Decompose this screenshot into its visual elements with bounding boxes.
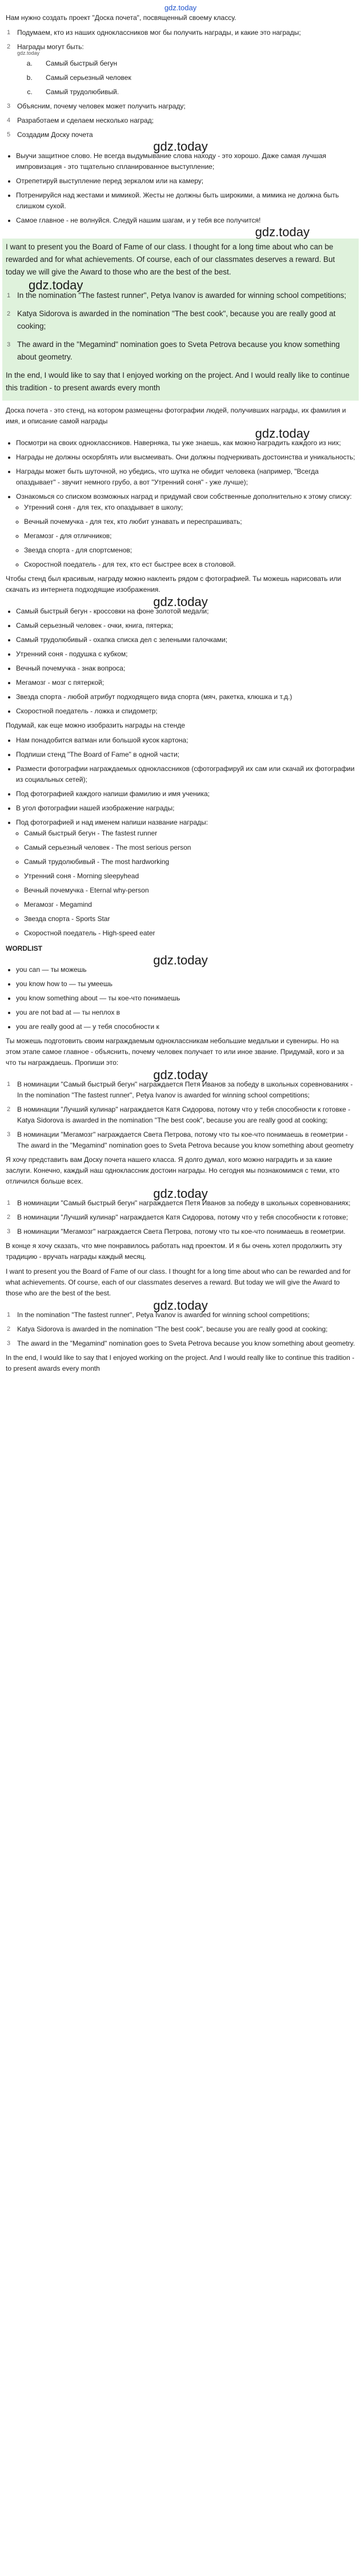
picture-item: • Вечный почемучка - знак вопроса; bbox=[16, 663, 355, 674]
final-en-list bbox=[6, 1310, 355, 1349]
speech-prep-item: 3 В номинации "Мегамозг" награждается Света Петрова, потому что ты кое-что понимаешь в геометрии - The award in the "Megamind" nomination goes to Sveta Petrova because you know something about geometry bbox=[7, 1130, 354, 1149]
stand-step-item: • Подпиши стенд "The Board of Fame" в одной части; bbox=[16, 749, 355, 760]
board-description: Доска почета - это стенд, на котором размещены фотографии людей, получивших награды, их фамилия и имя, и описание самой награды bbox=[6, 406, 346, 425]
board-tip-item: • Награды может быть шуточной, но убедись, что шутка не обидит человека (например, "Всегда опаздывает" - звучит немного грубо, а вот "Утренний соня" - уже лучше); bbox=[16, 466, 355, 488]
final-ru-item: 3 В номинации "Мегамозг" награждается Света Петрова, потому что ты кое-что понимаешь в геометрии. bbox=[7, 1228, 346, 1235]
possible-award-item: ◦ Скоростной поедатель - для тех, кто ест быстрее всех в столовой. bbox=[24, 559, 355, 570]
watermark: gdz.today bbox=[153, 953, 208, 967]
final-ru-item: 1 В номинации "Самый быстрый бегун" награждается Петя Иванов за победу в школьных соревнованиях; bbox=[7, 1199, 351, 1207]
final-en-item: 2 Katya Sidorova is awarded in the nomination "The best cook", because you are really good at cooking; bbox=[7, 1325, 328, 1333]
picture-item: • Скоростной поедатель - ложка и спидометр; bbox=[16, 706, 355, 717]
wordlist bbox=[6, 964, 355, 1032]
wordlist-title: WORDLIST bbox=[6, 944, 42, 952]
watermark-small: gdz.today bbox=[17, 50, 40, 56]
stand-step-item: • Нам понадобится ватман или большой кусок картона; bbox=[16, 735, 355, 746]
watermark: gdz.today bbox=[255, 225, 310, 239]
speech-item: 2 Katya Sidorova is awarded in the nomination "The best cook", because you are really good at cooking; bbox=[7, 309, 336, 330]
possible-award-item: ◦ Мегамозг - для отличников; bbox=[24, 531, 355, 542]
wordlist-item: • you know how to — ты умеешь bbox=[16, 979, 355, 990]
award-name-item: ◦ Самый серьезный человек - The most serious person bbox=[24, 842, 355, 853]
step-item: 4 Разработаем и сделаем несколько наград; bbox=[7, 116, 154, 124]
wordlist-item: • you know something about — ты кое-что понимаешь bbox=[16, 993, 355, 1004]
possible-award-item: ◦ Утренний соня - для тех, кто опаздывает в школу; bbox=[24, 502, 355, 513]
watermark: gdz.today bbox=[153, 1186, 208, 1201]
speech-prep-item: 1 В номинации "Самый быстрый бегун" награждается Петя Иванов за победу в школьных соревнованиях - In the nomination "The fastest runner", Petya Ivanov is awarded for winning school competitions; bbox=[7, 1080, 353, 1099]
pictures-description: Чтобы стенд был красивым, награду можно наклеить рядом с фотографией. Ты можешь нарисовать или скачать из интернета подходящие изображения. bbox=[6, 575, 342, 593]
award-type-item: a. Самый быстрый бегун bbox=[34, 58, 355, 69]
speech-highlight bbox=[2, 239, 359, 401]
final-intro-en: I want to present you the Board of Fame of our class. I thought for a long time about who can be rewarded and for what achievements. Of course, each of our classmates deserves a reward. But today we will give the Award to those who are the best of the best. bbox=[6, 1267, 351, 1297]
watermark: gdz.today bbox=[153, 1298, 208, 1313]
watermark: gdz.today bbox=[153, 595, 208, 609]
stand-steps-list bbox=[6, 735, 355, 939]
stand-step-item: • Под фотографией и над именем напиши название награды: ◦ Самый быстрый бегун - The fastest runner ◦ Самый серьезный человек - The most serious person ◦ Самый трудолюбивый - The most hardworking ◦ Утренний соня - Morning sleepyhead ◦ Вечный почемучка - Eternal why-person ◦ Мегамозг - Megamind ◦ Звезда спорта - Sports Star ◦ Скоростной поедатель - High-speed eater bbox=[16, 817, 355, 939]
board-tips-list bbox=[6, 438, 355, 570]
speech-prep-item: 2 В номинации "Лучший кулинар" награждается Катя Сидорова, потому что у тебя способности к готовке - Katya Sidorova is awarded in the nomination "The best cook", because you are really good at cooking; bbox=[7, 1105, 351, 1124]
board-tip-item: • Награды не должны оскорблять или высмеивать. Они должны подчеркивать достоинства и уникальность; bbox=[16, 452, 355, 463]
board-tip-item: • Посмотри на своих одноклассников. Наверняка, ты уже знаешь, как можно наградить каждого из них; bbox=[16, 438, 355, 449]
tip-item: • Потренируйся над жестами и мимикой. Жесты не должны быть широкими, а мимика не должна быть слишком сухой. bbox=[16, 190, 355, 212]
wordlist-item: • you can — ты можешь bbox=[16, 964, 355, 975]
picture-item: • Мегамозг - мозг с пятеркой; bbox=[16, 677, 355, 688]
speech-outro: In the end, I would like to say that I enjoyed working on the project. And I would really like to continue this tradition - to present awards every month bbox=[6, 371, 350, 392]
board-tip-item: • Ознакомься со списком возможных наград и придумай свои собственные дополнительно к этому списку: ◦ Утренний соня - для тех, кто опаздывает в школу; ◦ Вечный почемучка - для тех, кто любит узнавать и переспрашивать; ◦ Мегамозг - для отличников; ◦ Звезда спорта - для спортсменов; ◦ Скоростной поедатель - для тех, кто ест быстрее всех в столовой. bbox=[16, 491, 355, 570]
pictures-list bbox=[6, 606, 355, 717]
possible-award-item: ◦ Звезда спорта - для спортсменов; bbox=[24, 545, 355, 556]
picture-item: • Утренний соня - подушка с кубком; bbox=[16, 649, 355, 660]
award-name-item: ◦ Самый быстрый бегун - The fastest runner bbox=[24, 828, 355, 839]
stand-description: Подумай, как еще можно изобразить награды на стенде bbox=[6, 721, 185, 729]
intro-text: Нам нужно создать проект "Доска почета", посвященный своему классу. bbox=[6, 14, 236, 22]
watermark: gdz.today bbox=[153, 1068, 208, 1082]
step-item: 1 Подумаем, кто из наших одноклассников мог бы получить награды, и какие это награды; bbox=[7, 29, 301, 37]
possible-awards-list bbox=[16, 502, 355, 570]
watermark: gdz.today bbox=[255, 426, 310, 441]
final-en-item: 3 The award in the "Megamind" nomination goes to Sveta Petrova because you know something about geometry. bbox=[7, 1339, 355, 1347]
step-item: 5 Создадим Доску почета bbox=[7, 131, 93, 139]
speech-list bbox=[6, 289, 355, 364]
site-brand[interactable]: gdz.today bbox=[164, 3, 197, 12]
step-item: 2 Награды могут быть: gdz.today a. Самый быстрый бегун b. Самый серьезный человек c. Самый трудолюбивый. bbox=[6, 42, 355, 98]
award-name-item: ◦ Скоростной поедатель - High-speed eater bbox=[24, 928, 355, 939]
tips-list bbox=[6, 151, 355, 226]
stand-step-item: • Под фотографией каждого напиши фамилию и имя ученика; bbox=[16, 789, 355, 800]
award-names-list bbox=[16, 828, 355, 939]
final-en-item: 1 In the nomination "The fastest runner", Petya Ivanov is awarded for winning school competitions; bbox=[7, 1311, 310, 1319]
award-name-item: ◦ Самый трудолюбивый - The most hardworking bbox=[24, 857, 355, 867]
award-name-item: ◦ Звезда спорта - Sports Star bbox=[24, 914, 355, 924]
picture-item: • Самый быстрый бегун - кроссовки на фоне золотой медали; bbox=[16, 606, 355, 617]
speech-item: 3 The award in the "Megamind" nomination goes to Sveta Petrova because you know something about geometry. bbox=[7, 340, 340, 361]
final-outro-en: In the end, I would like to say that I enjoyed working on the project. And I would really like to continue this tradition - to present awards every month bbox=[6, 1354, 355, 1372]
tip-item: • Выучи защитное слово. Не всегда выдумывание слова находу - это хорошо. Даже самая лучшая импровизация - это тщательно спланированное выступление; bbox=[16, 151, 355, 172]
wordlist-item: • you are not bad at — ты неплох в bbox=[16, 1007, 355, 1018]
stand-step-item: • Размести фотографии награждаемых одноклассников (сфотографируй их сам или скачай их фотографии из социальных сетей); bbox=[16, 764, 355, 785]
steps-list bbox=[6, 27, 355, 140]
possible-award-item: ◦ Вечный почемучка - для тех, кто любит узнавать и переспрашивать; bbox=[24, 516, 355, 527]
step-item: 3 Объясним, почему человек может получить награду; bbox=[7, 102, 186, 110]
speech-intro: I want to present you the Board of Fame of our class. I thought for a long time about who can be rewarded and for what achievements. Of course, each of our classmates deserves a reward. But today we will give the Award to those who are the best of the best. bbox=[6, 243, 335, 276]
speech-prep-list bbox=[6, 1079, 355, 1151]
award-type-item: b. Самый серьезный человек bbox=[34, 72, 355, 83]
award-name-item: ◦ Утренний соня - Morning sleepyhead bbox=[24, 871, 355, 882]
final-outro-ru: В конце я хочу сказать, что мне понравилось работать над проектом. И я бы очень хотел продолжить эту традицию - вручать награды каждый месяц. bbox=[6, 1242, 342, 1261]
final-ru-item: 2 В номинации "Лучший кулинар" награждается Катя Сидорова, потому что у тебя способности к готовке; bbox=[7, 1213, 348, 1221]
speech-item: 1 In the nomination "The fastest runner", Petya Ivanov is awarded for winning school competitions; bbox=[7, 291, 347, 300]
final-ru-list bbox=[6, 1198, 355, 1237]
final-intro: Я хочу представить вам Доску почета нашего класса. Я долго думал, кого можно наградить и за какие заслуги. Конечно, каждый наш одноклассник достоин награды. Но сегодня мы познакомимся с теми, кто отличился больше всех. bbox=[6, 1156, 340, 1185]
picture-item: • Самый серьезный человек - очки, книга, пятерка; bbox=[16, 620, 355, 631]
tip-item: • Самое главное - не волнуйся. Следуй нашим шагам, и у тебя все получится! bbox=[16, 215, 355, 226]
award-name-item: ◦ Мегамозг - Megamind bbox=[24, 899, 355, 910]
speech-prep-description: Ты можешь подготовить своим награждаемым одноклассникам небольшие медальки и сувениры. Но на этом этапе самое главное - объяснить, почему человек получает то или иное звание. Придумай, кого и за что ты награждаешь. Пропиши это: bbox=[6, 1037, 344, 1067]
watermark: gdz.today bbox=[29, 278, 83, 292]
award-type-item: c. Самый трудолюбивый. bbox=[34, 87, 355, 98]
stand-step-item: • В угол фотографии нашей изображение награды; bbox=[16, 803, 355, 814]
watermark: gdz.today bbox=[153, 139, 208, 154]
award-types-list bbox=[17, 58, 355, 98]
picture-item: • Звезда спорта - любой атрибут подходящего вида спорта (мяч, ракетка, клюшка и т.д.) bbox=[16, 692, 355, 702]
tip-item: • Отрепетируй выступление перед зеркалом или на камеру; bbox=[16, 176, 355, 187]
award-name-item: ◦ Вечный почемучка - Eternal why-person bbox=[24, 885, 355, 896]
wordlist-item: • you are really good at — у тебя способности к bbox=[16, 1021, 355, 1032]
picture-item: • Самый трудолюбивый - охапка списка дел с зелеными галочками; bbox=[16, 635, 355, 645]
